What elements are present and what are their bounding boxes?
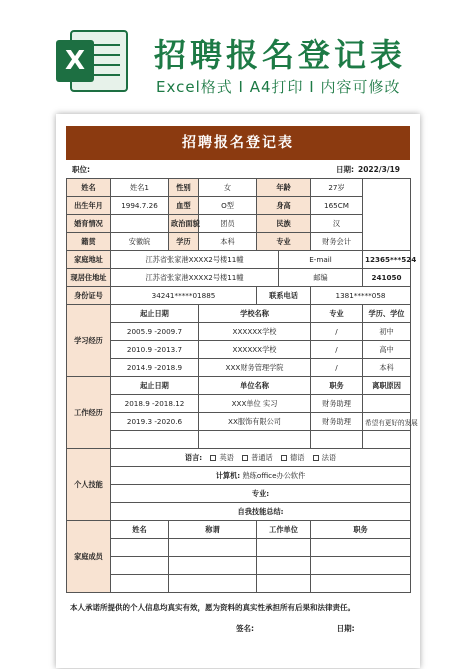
- signature-row: [66, 623, 410, 643]
- form-title: 招聘报名登记表: [66, 126, 410, 160]
- work-header: 单位名称: [199, 377, 311, 395]
- postcode-label: 邮编: [279, 269, 363, 287]
- table-row: 2019.3 -2020.6 XX服饰有限公司 财务助理 希望有更好的发展: [67, 413, 411, 431]
- political-label: 政治面貌: [169, 215, 199, 233]
- date-value: 2022/3/19: [358, 164, 401, 174]
- native-value[interactable]: 安徽皖: [111, 233, 169, 251]
- row-name: [67, 179, 411, 197]
- current-address-value[interactable]: 江苏省张家港XXXX2号楼11幢: [111, 269, 279, 287]
- name-label: 姓名: [67, 179, 111, 197]
- family-section-label: 家庭成员: [67, 521, 111, 593]
- language-option: 英语: [219, 452, 234, 462]
- photo-cell[interactable]: [363, 179, 411, 251]
- row-marital: [67, 215, 411, 233]
- table-row: 2005.9 -2009.7 XXXXXX学校 / 初中: [67, 323, 411, 341]
- major-label: 专业: [257, 233, 311, 251]
- edu-label: 学历: [169, 233, 199, 251]
- study-header: 学历、学位: [363, 305, 411, 323]
- promo-header: [0, 0, 474, 110]
- age-value[interactable]: 27岁: [311, 179, 363, 197]
- family-header: 工作单位: [257, 521, 311, 539]
- ethnic-value[interactable]: 汉: [311, 215, 363, 233]
- checkbox[interactable]: [242, 455, 248, 461]
- work-header-row: [67, 377, 411, 395]
- gender-label: 性别: [169, 179, 199, 197]
- table-row: [67, 539, 411, 557]
- registration-form: [66, 126, 418, 643]
- work-section-label: 工作经历: [67, 377, 111, 449]
- id-value[interactable]: 34241*****01885: [111, 287, 257, 305]
- skills-section-label: 个人技能: [67, 449, 111, 521]
- family-header-row: [67, 521, 411, 539]
- row-current-address: [67, 269, 411, 287]
- current-address-label: 现居住地址: [67, 269, 111, 287]
- date-label: 日期:: [336, 164, 354, 174]
- form-table: [66, 178, 418, 593]
- table-row: 2018.9 -2018.12 XXX单位 实习 财务助理: [67, 395, 411, 413]
- computer-value[interactable]: 熟练office办公软件: [242, 470, 306, 480]
- home-address-label: 家庭地址: [67, 251, 111, 269]
- family-header: 姓名: [111, 521, 169, 539]
- language-option: 德语: [290, 452, 305, 462]
- skills-major-row: [67, 485, 411, 503]
- promo-subtitle: Excel格式 I A4打印 I 内容可修改: [156, 78, 401, 96]
- blood-label: 血型: [169, 197, 199, 215]
- work-header: 离职原因: [363, 377, 411, 395]
- major-value[interactable]: 财务会计: [311, 233, 363, 251]
- summary-label: 自我技能总结:: [237, 506, 284, 516]
- pledge-text: 本人承诺所提供的个人信息均真实有效，愿为资料的真实性承担所有后果和法律责任。: [70, 603, 355, 612]
- skills-summary-row: [67, 503, 411, 521]
- name-value[interactable]: 姓名1: [111, 179, 169, 197]
- study-header: 学校名称: [199, 305, 311, 323]
- signature-label: 签名:: [236, 624, 254, 633]
- skill-major-label: 专业:: [251, 488, 270, 498]
- birth-label: 出生年月: [67, 197, 111, 215]
- phone-label: 联系电话: [257, 287, 311, 305]
- table-row: [67, 557, 411, 575]
- computer-label: 计算机:: [215, 470, 241, 480]
- table-row: 2014.9 -2018.9 XXX财务管理学院 / 本科: [67, 359, 411, 377]
- blood-value[interactable]: O型: [199, 197, 257, 215]
- row-home-address: [67, 251, 411, 269]
- email-value[interactable]: 12365***524: [363, 251, 411, 269]
- row-id: [67, 287, 411, 305]
- study-header-row: [67, 305, 411, 323]
- postcode-value[interactable]: 241050: [363, 269, 411, 287]
- row-birth: [67, 197, 411, 215]
- excel-icon: X: [56, 30, 128, 92]
- checkbox[interactable]: [210, 455, 216, 461]
- marital-value[interactable]: [111, 215, 169, 233]
- skills-computer-row: [67, 467, 411, 485]
- ethnic-label: 民族: [257, 215, 311, 233]
- study-header: 专业: [311, 305, 363, 323]
- checkbox[interactable]: [313, 455, 319, 461]
- study-section-label: 学习经历: [67, 305, 111, 377]
- political-value[interactable]: 团员: [199, 215, 257, 233]
- skills-language-row: [67, 449, 411, 467]
- birth-value[interactable]: 1994.7.26: [111, 197, 169, 215]
- marital-label: 婚育情况: [67, 215, 111, 233]
- home-address-value[interactable]: 江苏省张家港XXXX2号楼11幢: [111, 251, 279, 269]
- work-header: 职务: [311, 377, 363, 395]
- table-row: 2010.9 -2013.7 XXXXXX学校 / 高中: [67, 341, 411, 359]
- sign-date-label: 日期:: [336, 624, 355, 633]
- form-preview: [56, 114, 420, 668]
- language-label: 语言:: [184, 452, 203, 462]
- age-label: 年龄: [257, 179, 311, 197]
- table-row: [67, 431, 411, 449]
- table-row: [67, 575, 411, 593]
- checkbox[interactable]: [281, 455, 287, 461]
- family-header: 职务: [311, 521, 411, 539]
- edu-value[interactable]: 本科: [199, 233, 257, 251]
- row-native: [67, 233, 411, 251]
- gender-value[interactable]: 女: [199, 179, 257, 197]
- position-label: 职位:: [72, 164, 90, 174]
- work-header: 起止日期: [111, 377, 199, 395]
- height-label: 身高: [257, 197, 311, 215]
- email-label: E-mail: [279, 251, 363, 269]
- promo-title: 招聘报名登记表: [154, 36, 407, 74]
- height-value[interactable]: 165CM: [311, 197, 363, 215]
- language-option: 普通话: [251, 452, 273, 462]
- study-header: 起止日期: [111, 305, 199, 323]
- id-label: 身份证号: [67, 287, 111, 305]
- family-header: 称谓: [169, 521, 257, 539]
- native-label: 籍贯: [67, 233, 111, 251]
- language-option: 法语: [321, 452, 337, 462]
- meta-row: [66, 160, 410, 178]
- phone-value[interactable]: 1381*****058: [311, 287, 411, 305]
